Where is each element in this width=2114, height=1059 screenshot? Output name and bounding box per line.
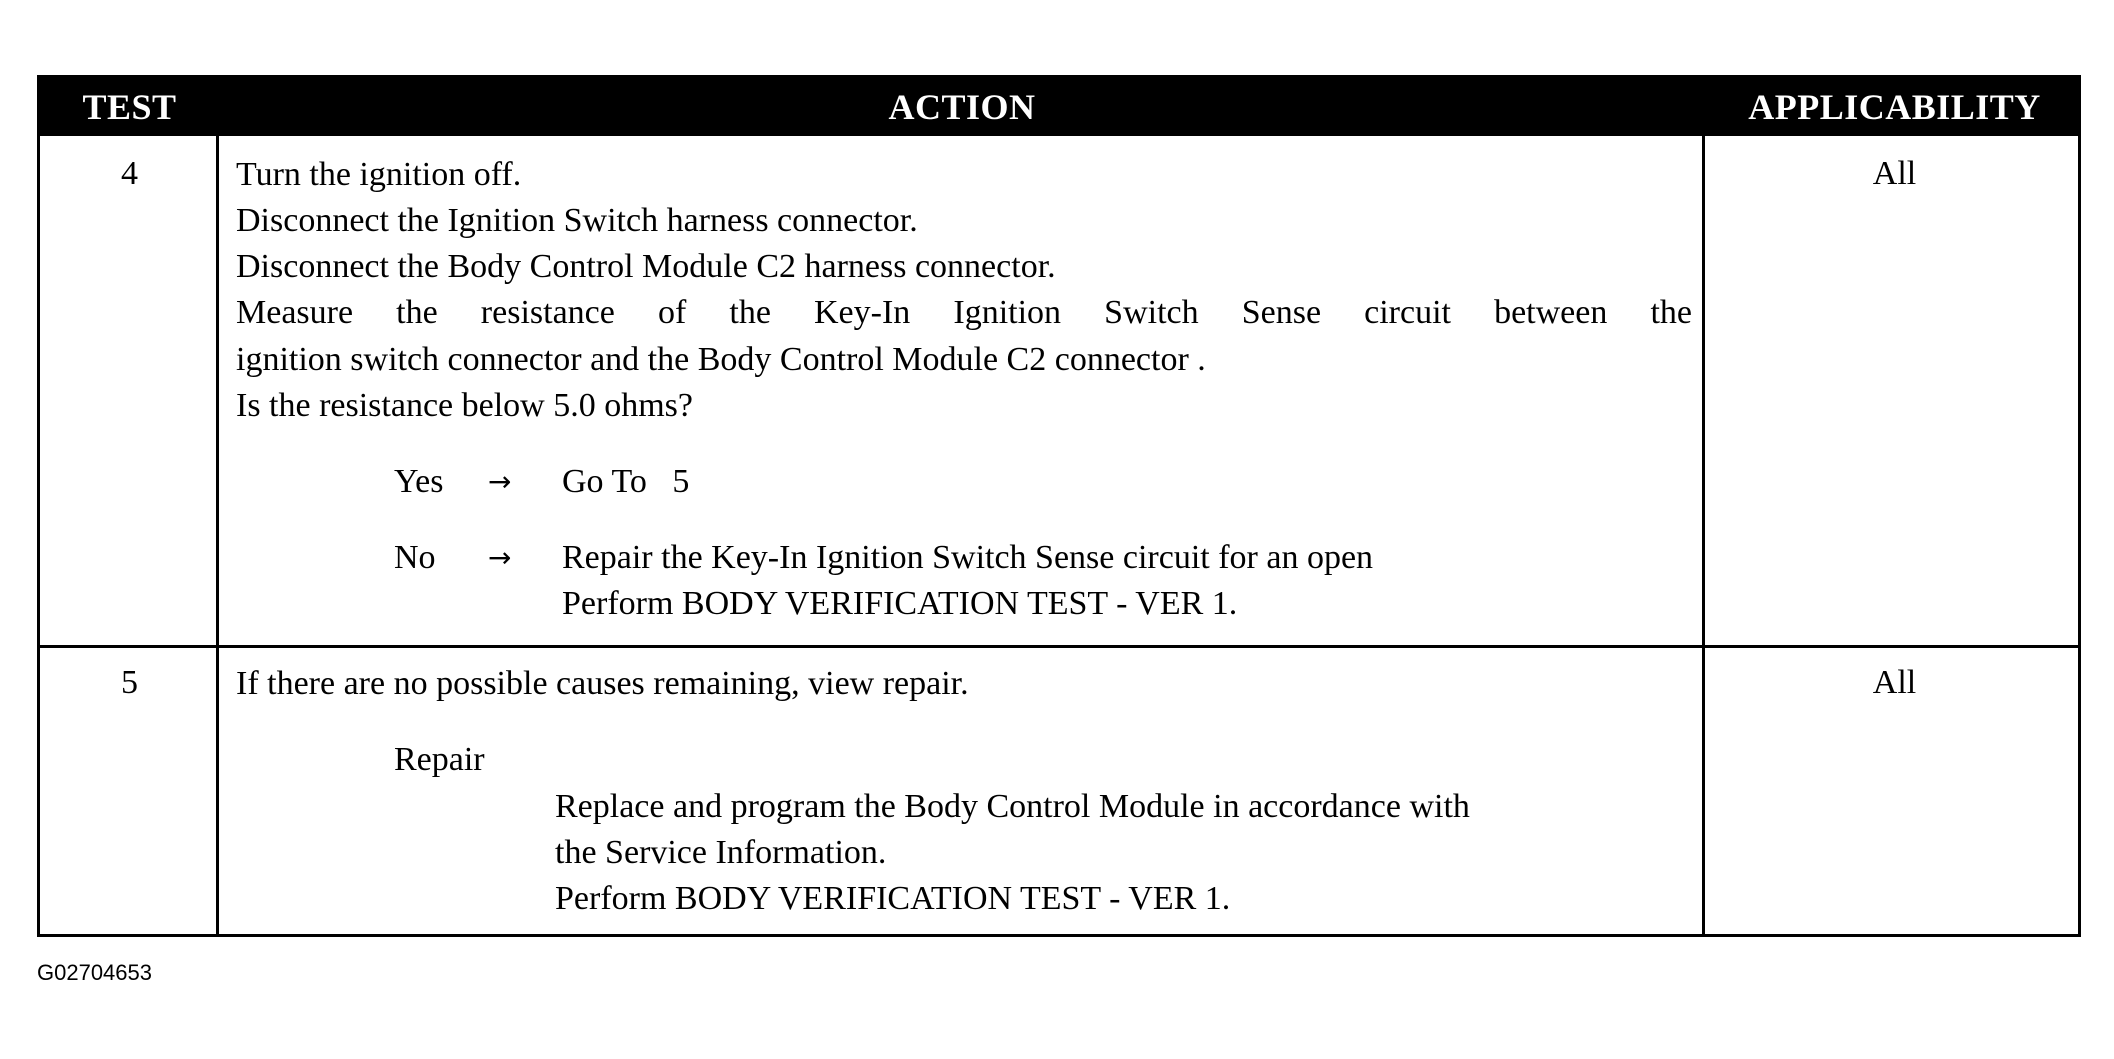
- arrow-right-icon: →: [488, 465, 512, 498]
- action-line: Measure the resistance of the Key-In Ignition Switch Sense circuit between the: [236, 294, 1692, 331]
- applicability-value: All: [1872, 664, 1917, 701]
- no-result: Perform BODY VERIFICATION TEST - VER 1.: [562, 585, 1238, 622]
- action-line: Is the resistance below 5.0 ohms?: [236, 387, 693, 424]
- yes-label: Yes: [394, 463, 444, 500]
- header-applicability: APPLICABILITY: [1748, 87, 2041, 127]
- header-test: TEST: [82, 87, 177, 127]
- action-line: Disconnect the Ignition Switch harness connector.: [236, 202, 918, 239]
- repair-label: Repair: [394, 741, 485, 778]
- repair-line: Replace and program the Body Control Module in accordance with: [555, 788, 1470, 825]
- test-number: 5: [121, 664, 138, 701]
- diagnostic-table: [37, 75, 2081, 937]
- header-action: ACTION: [888, 87, 1036, 127]
- arrow-right-icon: →: [488, 541, 512, 574]
- figure-id: G02704653: [37, 960, 152, 985]
- action-line: Turn the ignition off.: [236, 156, 522, 193]
- row-divider: [40, 645, 2078, 648]
- repair-line: the Service Information.: [555, 834, 887, 871]
- column-divider: [1702, 136, 1705, 934]
- repair-line: Perform BODY VERIFICATION TEST - VER 1.: [555, 880, 1231, 917]
- no-label: No: [394, 539, 436, 576]
- action-line: ignition switch connector and the Body Control Module C2 connector .: [236, 341, 1206, 378]
- applicability-value: All: [1872, 155, 1917, 192]
- test-number: 4: [121, 155, 138, 192]
- action-line: Disconnect the Body Control Module C2 harness connector.: [236, 248, 1056, 285]
- yes-result: Go To 5: [562, 463, 690, 500]
- table-header: [40, 78, 2078, 136]
- column-divider: [216, 136, 219, 934]
- no-result: Repair the Key-In Ignition Switch Sense circuit for an open: [562, 539, 1374, 576]
- action-line: If there are no possible causes remaining, view repair.: [236, 665, 969, 702]
